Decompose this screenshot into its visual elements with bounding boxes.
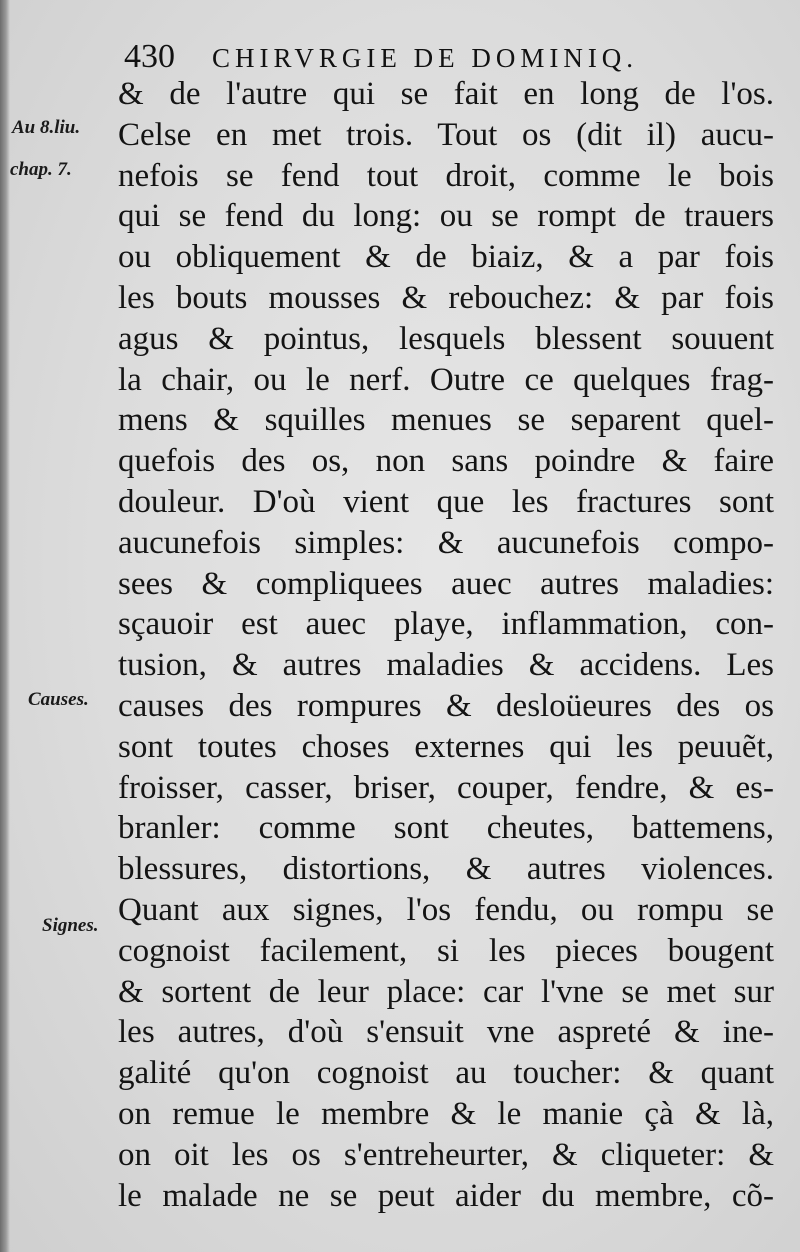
margin-note-signs: Signes. <box>42 915 99 936</box>
text-line: mens & squilles menues se separent quel- <box>118 402 774 439</box>
text-line: on oit les os s'entreheurter, & cliqueter: & <box>118 1136 774 1173</box>
text-line: sont toutes choses externes qui les peuuẽt, <box>118 728 774 765</box>
page-gutter-shadow <box>0 0 10 1252</box>
margin-note-causes: Causes. <box>28 689 89 710</box>
text-line: & sortent de leur place: car l'vne se met sur <box>118 973 774 1010</box>
text-line: blessures, distortions, & autres violences. <box>118 851 774 888</box>
text-line: causes des rompures & desloüeures des os <box>118 687 774 724</box>
text-line: cognoist facilement, si les pieces bougent <box>118 932 774 969</box>
text-line: qui se fend du long: ou se rompt de trauers <box>118 198 774 235</box>
text-line: nefois se fend tout droit, comme le bois <box>118 157 774 194</box>
text-line: on remue le membre & le manie çà & là, <box>118 1095 774 1132</box>
text-line: sees & compliquees auec autres maladies: <box>118 565 774 602</box>
margin-note-reference-chapter: chap. 7. <box>10 159 72 180</box>
text-line: & de l'autre qui se fait en long de l'os. <box>118 76 774 112</box>
page-number: 430 <box>124 38 175 75</box>
text-line: ou obliquement & de biaiz, & a par fois <box>118 239 774 276</box>
text-line: aucunefois simples: & aucunefois compo- <box>118 524 774 561</box>
text-line: sçauoir est auec playe, inflammation, con- <box>118 606 774 643</box>
text-line: quefois des os, non sans poindre & faire <box>118 443 774 480</box>
text-line: les bouts mousses & rebouchez: & par fois <box>118 279 774 316</box>
text-line: Quant aux signes, l'os fendu, ou rompu se <box>118 891 774 928</box>
text-line: le malade ne se peut aider du membre, cõ- <box>118 1177 774 1214</box>
text-line: branler: comme sont cheutes, battemens, <box>118 810 774 847</box>
text-line: agus & pointus, lesquels blessent souuent <box>118 320 774 357</box>
text-line: douleur. D'où vient que les fractures sont <box>118 483 774 520</box>
text-line: tusion, & autres maladies & accidens. Les <box>118 647 774 684</box>
text-line: froisser, casser, briser, couper, fendre, & es- <box>118 769 774 806</box>
margin-note-reference-book: Au 8.liu. <box>12 117 81 138</box>
running-head-title: CHIRVRGIE DE DOMINIQ. <box>212 43 639 73</box>
body-text <box>118 74 774 1216</box>
text-line: les autres, d'où s'ensuit vne aspreté & ine- <box>118 1014 774 1051</box>
text-line: la chair, ou le nerf. Outre ce quelques frag- <box>118 361 774 398</box>
text-line: galité qu'on cognoist au toucher: & quant <box>118 1055 774 1092</box>
text-line: Celse en met trois. Tout os (dit il) aucu- <box>118 116 774 153</box>
running-head <box>124 36 764 76</box>
